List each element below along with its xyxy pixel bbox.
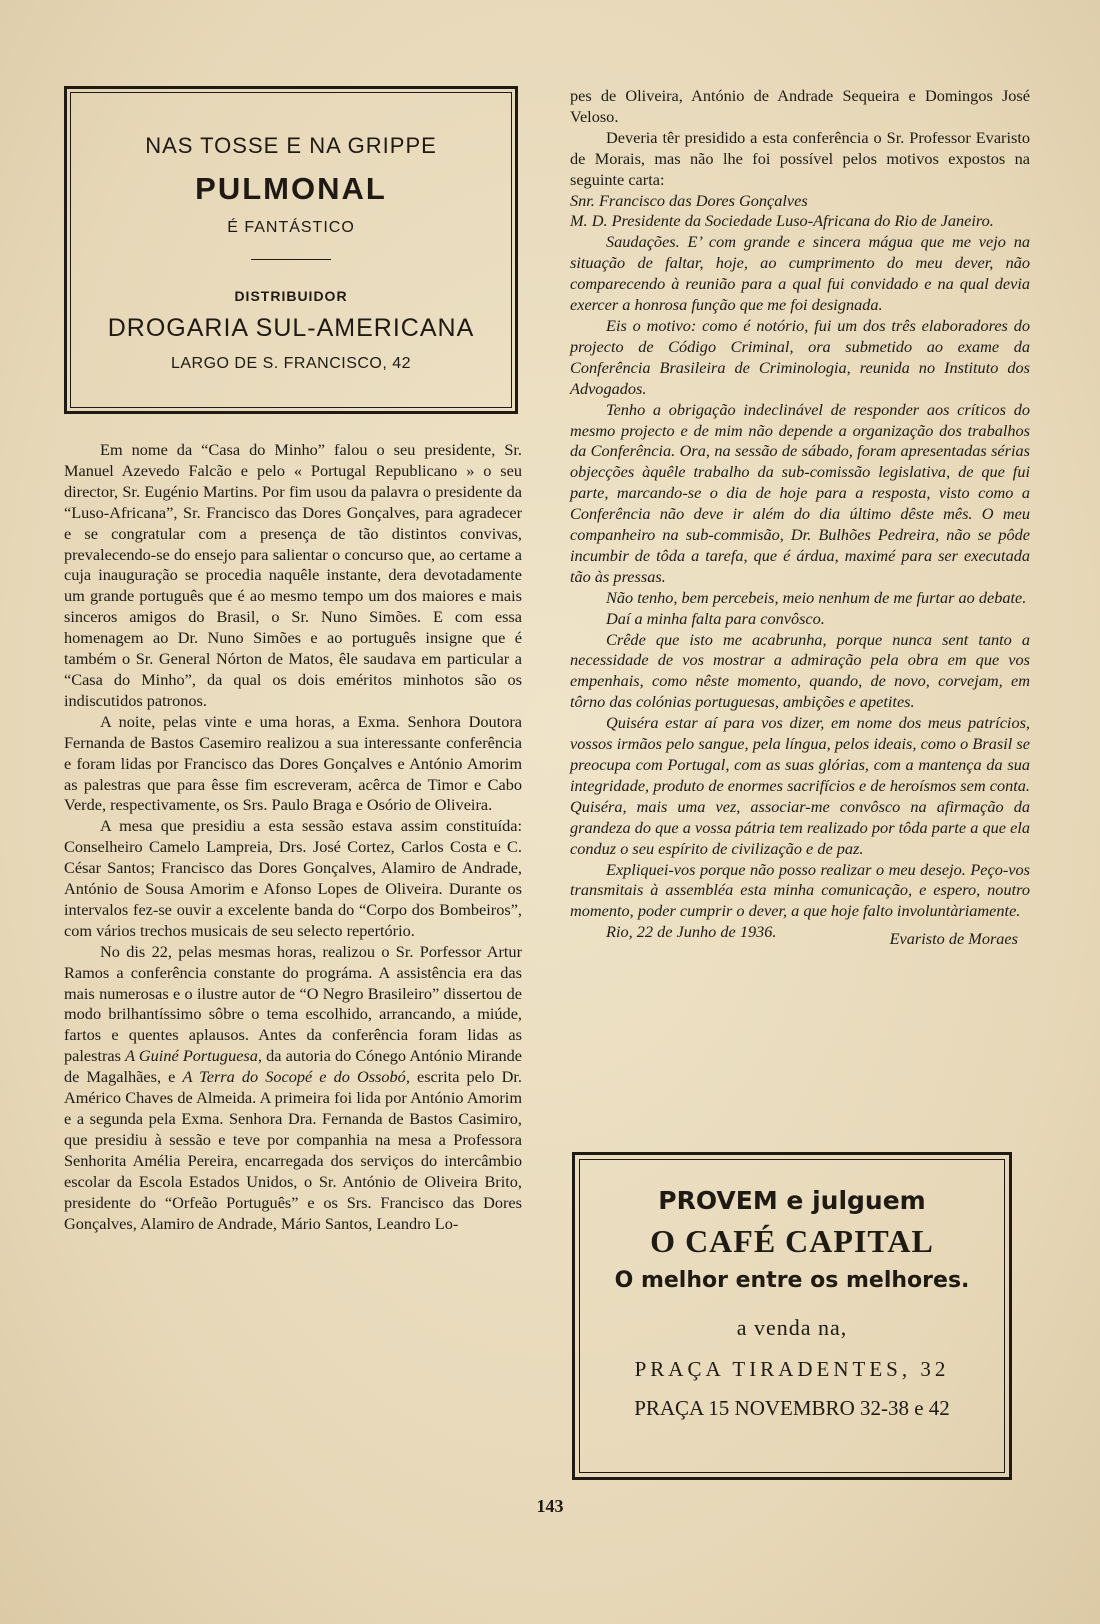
letter-paragraph: Crêde que isto me acabrunha, porque nunca sent tanto a necessidade de vos mostrar a admiração pela obra em que vos empenhais, como nêste momento, quando, de novo, corvejam, em tôrno das colónias portuguesas, ambições e apetites. — [570, 629, 1030, 712]
pulmonal-advertisement — [64, 86, 518, 414]
left-column-article — [64, 440, 522, 1234]
article-title-italic: A Guiné Portuguesa, — [125, 1046, 262, 1066]
pulmonal-tagline: É FANTÁSTICO — [227, 219, 355, 236]
cafe-brand-name: O CAFÉ CAPITAL — [650, 1223, 934, 1259]
article-paragraph: Em nome da “Casa do Minho” falou o seu presidente, Sr. Manuel Azevedo Falcão e pelo « Portugal Republicano » o seu director, Sr. Eugénio Martins. Por fim usou da palavra o presidente da “Luso-Africana”, Sr. Francisco das Dores Gonçalves, para agradecer e se congratular com a presença de tão distintos convivas, prevalecendo-se do ensejo para salientar o concurso que, ao certame a cuja inauguração se procedia naquêle instante, dera devotadamente um grande português que é ao mesmo tempo um dos maiores e mais sinceros amigos do Brasil, o Sr. Nuno Simões. E com essa homenagem ao Dr. Nuno Simões e ao português insigne que é também o Sr. General Nórton de Matos, êle saudava em particular a “Casa do Minho”, da qual os dois eméritos minhotos são os indiscutidos patronos. — [64, 440, 522, 710]
letter-addressee: Snr. Francisco das Dores Gonçalves — [570, 190, 808, 210]
distributor-label: DISTRIBUIDOR — [234, 288, 348, 304]
letter-paragraph: Tenho a obrigação indeclinável de responder aos críticos do mesmo projecto e de mim não depende a organização dos trabalhos da Conferência. Ora, na sessão de sábado, foram apresentadas sérias objecções àquêle trabalho da sub-comissão legislativa, de que fui parte, marcando-se o dia de hoje para a resposta, visto como a Conferência não deve ir além do dia último dêste mês. O meu companheiro na sub-commisão, Dr. Bulhões Pedreira, não se pôde incumbir de tôda a tarefa, que é árdua, maximé para ser executada tão às pressas. — [570, 399, 1030, 586]
article-title-italic: A Terra do Socopé e do Ossobó, — [182, 1067, 410, 1087]
pulmonal-brand-name: PULMONAL — [195, 171, 387, 206]
article-text-segment: da autoria do Cónego António Mirande de Magalhães, e — [64, 1046, 522, 1087]
article-paragraph: Deveria têr presidido a esta conferência o Sr. Professor Evaristo de Morais, mas não lhe foi possível pelos motivos expostos na seguinte carta: — [570, 127, 1030, 189]
page-number: 143 — [536, 1496, 564, 1516]
pulmonal-divider — [251, 259, 331, 260]
article-text-segment: No dis 22, pelas mesmas horas, realizou o Sr. Porfessor Artur Ramos a conferência constante do prográma. A assistência era das mais numerosas e o ilustre autor de “O Negro Brasileiro” dissertou de modo brilhantíssimo sôbre o tema escolhido, arrancando, a miúde, fartos e quentes aplausos. Antes da conferência foram lidas as palestras — [64, 941, 522, 1066]
letter-paragraph: Não tenho, bem percebeis, meio nenhum de me furtar ao debate. — [606, 587, 1027, 607]
article-paragraph — [64, 942, 522, 1235]
cafe-slogan: O melhor entre os melhores. — [614, 1268, 970, 1293]
letter-date: Rio, 22 de Junho de 1936. — [606, 922, 777, 942]
pulmonal-ad-headline: NAS TOSSE E NA GRIPPE — [145, 133, 437, 158]
article-paragraph: A mesa que presidiu a esta sessão estava assim constituída: Conselheiro Camelo Lampreia, Drs. José Cortez, Carlos Costa e C. César Santos; Francisco das Dores Gonçalves, Alamiro de Andrade, António de Sousa Amorim e Afonso Lopes de Oliveira. Durante os intervalos fez-se ouvir a excelente banda do “Corpo dos Bombeiros”, com vários trechos musicais de seu selecto repertório. — [64, 816, 522, 940]
letter-closing — [570, 922, 1030, 949]
article-text-segment: escrita pelo Dr. Américo Chaves de Almeida. A primeira foi lida por António Amorim e a segunda pela Exma. Senhora Dra. Fernanda de Bastos Casimiro, que presidiu à sessão e teve por companhia na mesa a Professora Senhorita Amélia Pereira, encarregada dos serviços do intercâmbio escolar da Escola Estados Unidos, o Sr. António de Oliveira Brito, presidente do “Orfeão Português” e os Srs. Francisco das Dores Gonçalves, Alamiro de Andrade, Mário Santos, Leandro Lo- — [64, 1067, 522, 1233]
cafe-sale-label: a venda na, — [736, 1315, 848, 1340]
distributor-name: DROGARIA SUL-AMERICANA — [107, 314, 475, 342]
letter-addressee-title: M. D. Presidente da Sociedade Luso-Africana do Rio de Janeiro. — [570, 211, 994, 231]
pulmonal-ad-inner-frame — [70, 92, 512, 408]
cafe-address-1: PRAÇA TIRADENTES, 32 — [634, 1357, 950, 1381]
letter-paragraph: Expliquei-vos porque não posso realizar o meu desejo. Peço-vos transmitais à assembléa esta minha comunicação, e espero, noutro momento, poder cumprir o dever, a que hoje falto involuntàriamente. — [570, 859, 1030, 921]
article-paragraph: pes de Oliveira, António de Andrade Sequeira e Domingos José Veloso. — [570, 86, 1030, 126]
article-paragraph: A noite, pelas vinte e uma horas, a Exma. Senhora Doutora Fernanda de Bastos Casemiro realizou a sua interessante conferência e foram lidas por Francisco das Dores Gonçalves e António Amorim as palestras que para êsse fim escreveram, acêrca de Timor e Cabo Verde, respectivamente, os Srs. Paulo Braga e Osório de Oliveira. — [64, 711, 522, 815]
right-column-article — [570, 86, 1030, 949]
cafe-address-2: PRAÇA 15 NOVEMBRO 32-38 e 42 — [634, 1396, 950, 1420]
letter-paragraph: Eis o motivo: como é notório, fui um dos três elaboradores do projecto de Código Criminal, ora submetido ao exame da Conferência Brasileira de Criminologia, reunida no Instituto dos Advogados. — [570, 315, 1030, 398]
cafe-capital-advertisement — [572, 1152, 1012, 1480]
cafe-ad-headline: PROVEM e julguem — [658, 1186, 926, 1215]
cafe-ad-inner-frame — [579, 1159, 1005, 1473]
letter-signature: Evaristo de Moraes — [889, 929, 1018, 949]
letter-paragraph: Daí a minha falta para convôsco. — [606, 608, 825, 628]
letter-paragraph: Quiséra estar aí para vos dizer, em nome dos meus patrícios, vossos irmãos pelo sangue, pela língua, pelos ideais, como o Brasil se preocupa com Portugal, com as suas glórias, com a mantença da sua integridade, produto de enormes sacrifícios e de heroísmos sem conta. Quiséra, mais uma vez, associar-me convôsco na afirmação da grandeza do que a vossa pátria tem realizado por tôda parte a que ela conduz o seu espírito de civilização e de paz. — [570, 713, 1030, 858]
distributor-address: LARGO DE S. FRANCISCO, 42 — [170, 355, 412, 372]
letter-paragraph: Saudações. E’ com grande e sincera mágua que me vejo na situação de faltar, hoje, ao cumprimento do meu dever, não comparecendo à reunião para a qual fui convidado e na qual devia exercer a honrosa função que me foi designada. — [570, 232, 1030, 315]
